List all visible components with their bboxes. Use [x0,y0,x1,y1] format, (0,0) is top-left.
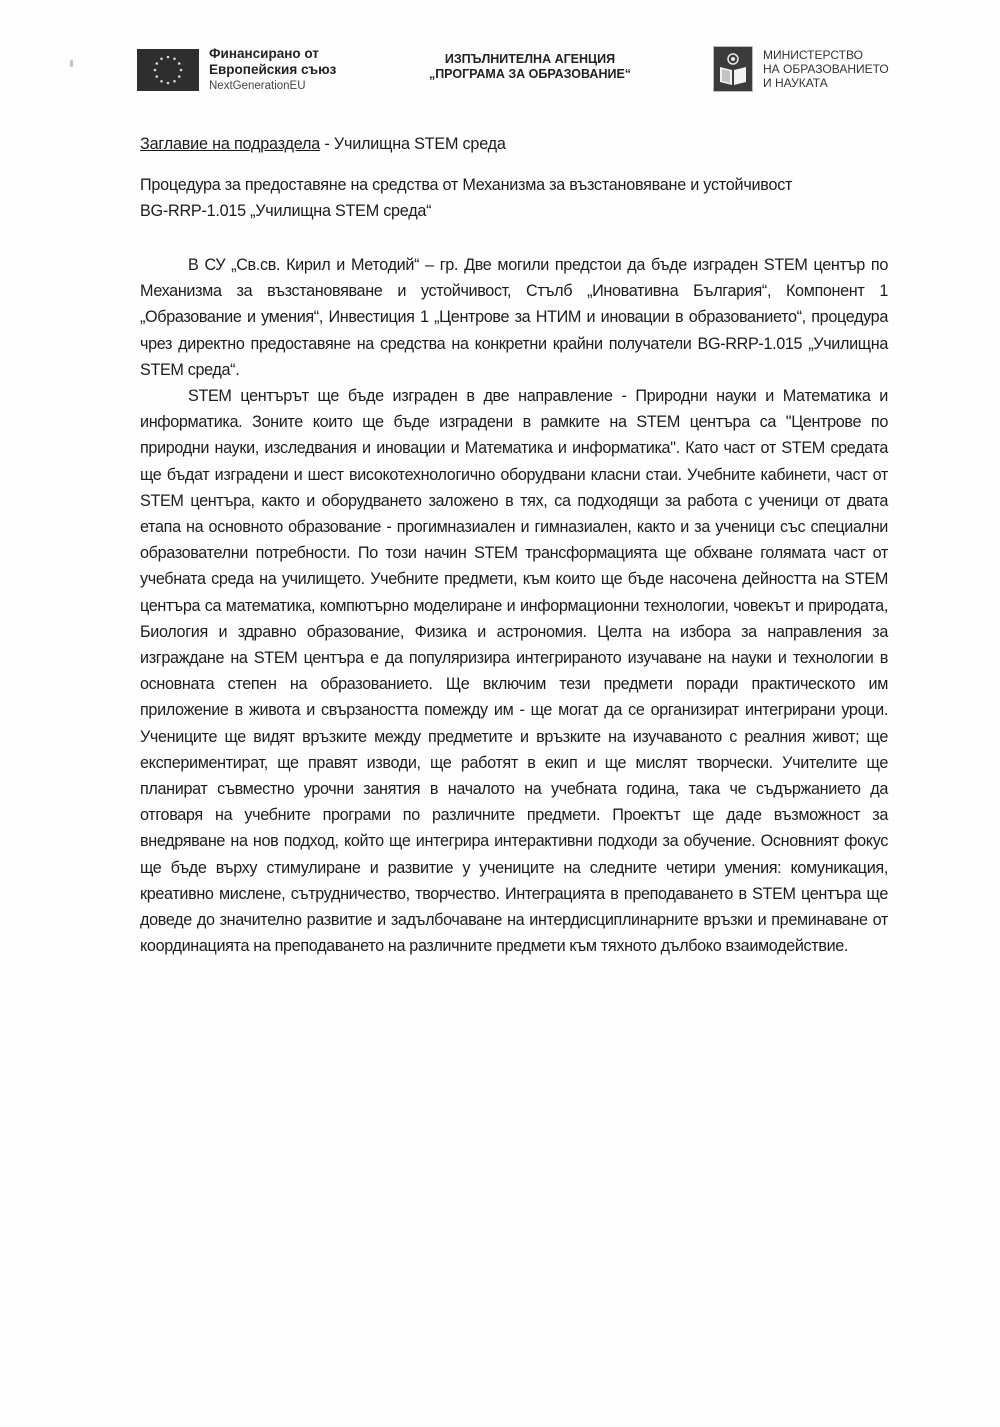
procedure-title [140,172,888,224]
eu-star [160,57,163,60]
eu-star [180,69,183,72]
eu-star [155,75,158,78]
eu-star [173,80,176,83]
agency-line1: ИЗПЪЛНИТЕЛНА АГЕНЦИЯ [444,52,616,66]
ministry-text [763,48,889,90]
agency-name [420,52,640,82]
eu-star [167,82,170,85]
ministry-line2: НА ОБРАЗОВАНИЕТО [763,62,889,76]
eu-funding-line2: Европейския съюз [209,62,337,77]
procedure-line1: Процедура за предоставяне на средства от Механизма за възстановяване и устойчивост [140,176,793,194]
eu-star [173,57,176,60]
eu-funding-line1: Финансирано от [209,46,319,61]
document-body [140,130,888,959]
eu-funding-text [209,46,336,94]
ministry-book-icon [713,46,753,92]
ministry-line1: МИНИСТЕРСТВО [763,48,863,62]
eu-star [154,69,157,72]
agency-line2: „ПРОГРАМА ЗА ОБРАЗОВАНИЕ“ [428,67,632,81]
subsection-heading [140,130,888,158]
ministry-line3: И НАУКАТА [763,76,828,90]
eu-funding-line3: NextGenerationEU [209,80,306,92]
subsection-separator: - [320,135,334,153]
eu-flag-icon [137,49,199,91]
procedure-line2: BG-RRP-1.015 „Училищна STEM среда“ [140,202,432,220]
eu-star [155,62,158,65]
eu-star [160,80,163,83]
subsection-title: Училищна STEM среда [333,135,506,153]
eu-star [178,62,181,65]
ministry-logo [713,46,889,92]
eu-star [178,75,181,78]
document-header [0,38,1000,108]
body-paragraph: В СУ „Св.св. Кирил и Методий“ – гр. Две могили предстои да бъде изграден STEM център по Механизма за възстановяване и устойчивост, Стълб „Иновативна България“, Компонент 1 „Образование и умения“, Инвестиция 1 „Центрове за НТИМ и иновации в образованието“, процедура чрез директно предоставяне на средства на конкретни крайни получатели BG-RRP-1.015 „Училищна STEM среда“. [140,256,888,379]
body-paragraph: STEM центърът ще бъде изграден в две направление - Природни науки и Математика и информатика. Зоните които ще бъде изградени в рамките на STEM центъра са "Центрове по природни науки, изследвания и иновации и Математика и информатика". Като част от STEM средата ще бъдат изградени и шест високотехнологично оборудвани класни стаи. Учебните кабинети, част от STEM центъра, както и оборудването заложено в тях, са подходящи за работа с ученици от двата етапа на основното образование - прогимназиален и гимназиален, както и за ученици със специални образователни потребности. По този начин STEM трансформацията ще обхване голямата част от учебната среда на училището. Учебните предмети, към които ще бъде насочена дейността на STEM центъра са математика, компютърно моделиране и информационни технологии, човекът и природата, Биология и здравно образование, Физика и астрономия. Целта на избора за направления за изграждане на STEM центъра е да популяризира интегрираното изучаване на науки и технологии в основната степен на образованието. Ще включим тези предмети поради практическото им приложение в живота и свързаността помежду им - ще могат да се организират интегрирани уроци. Учениците ще видят връзките между предметите и връзките на изучаваното с реалния живот; ще експериментират, ще правят изводи, ще работят в екип и ще мислят творчески. Учителите ще планират съвместно урочни занятия в началото на учебната година, така че съдържанието да отговаря на учебните програми по различните предмети. Проектът ще даде възможност за внедряване на нов подход, който ще интегрира интерактивни подходи за обучение. Основният фокус ще бъде върху стимулиране и развитие у учениците на следните четири умения: комуникация, креативно мислене, сътрудничество, творчество. Интеграцията в преподаването в STEM центъра ще доведе до значително развитие и задълбочаване на интердисциплинарните връзки и преминаване от координацията на преподаването на различните предмети към тяхното дълбоко взаимодействие. [140,387,888,956]
subsection-label: Заглавие на подраздела [140,135,321,153]
eu-star [167,56,170,59]
eu-funding-logo [137,46,336,94]
